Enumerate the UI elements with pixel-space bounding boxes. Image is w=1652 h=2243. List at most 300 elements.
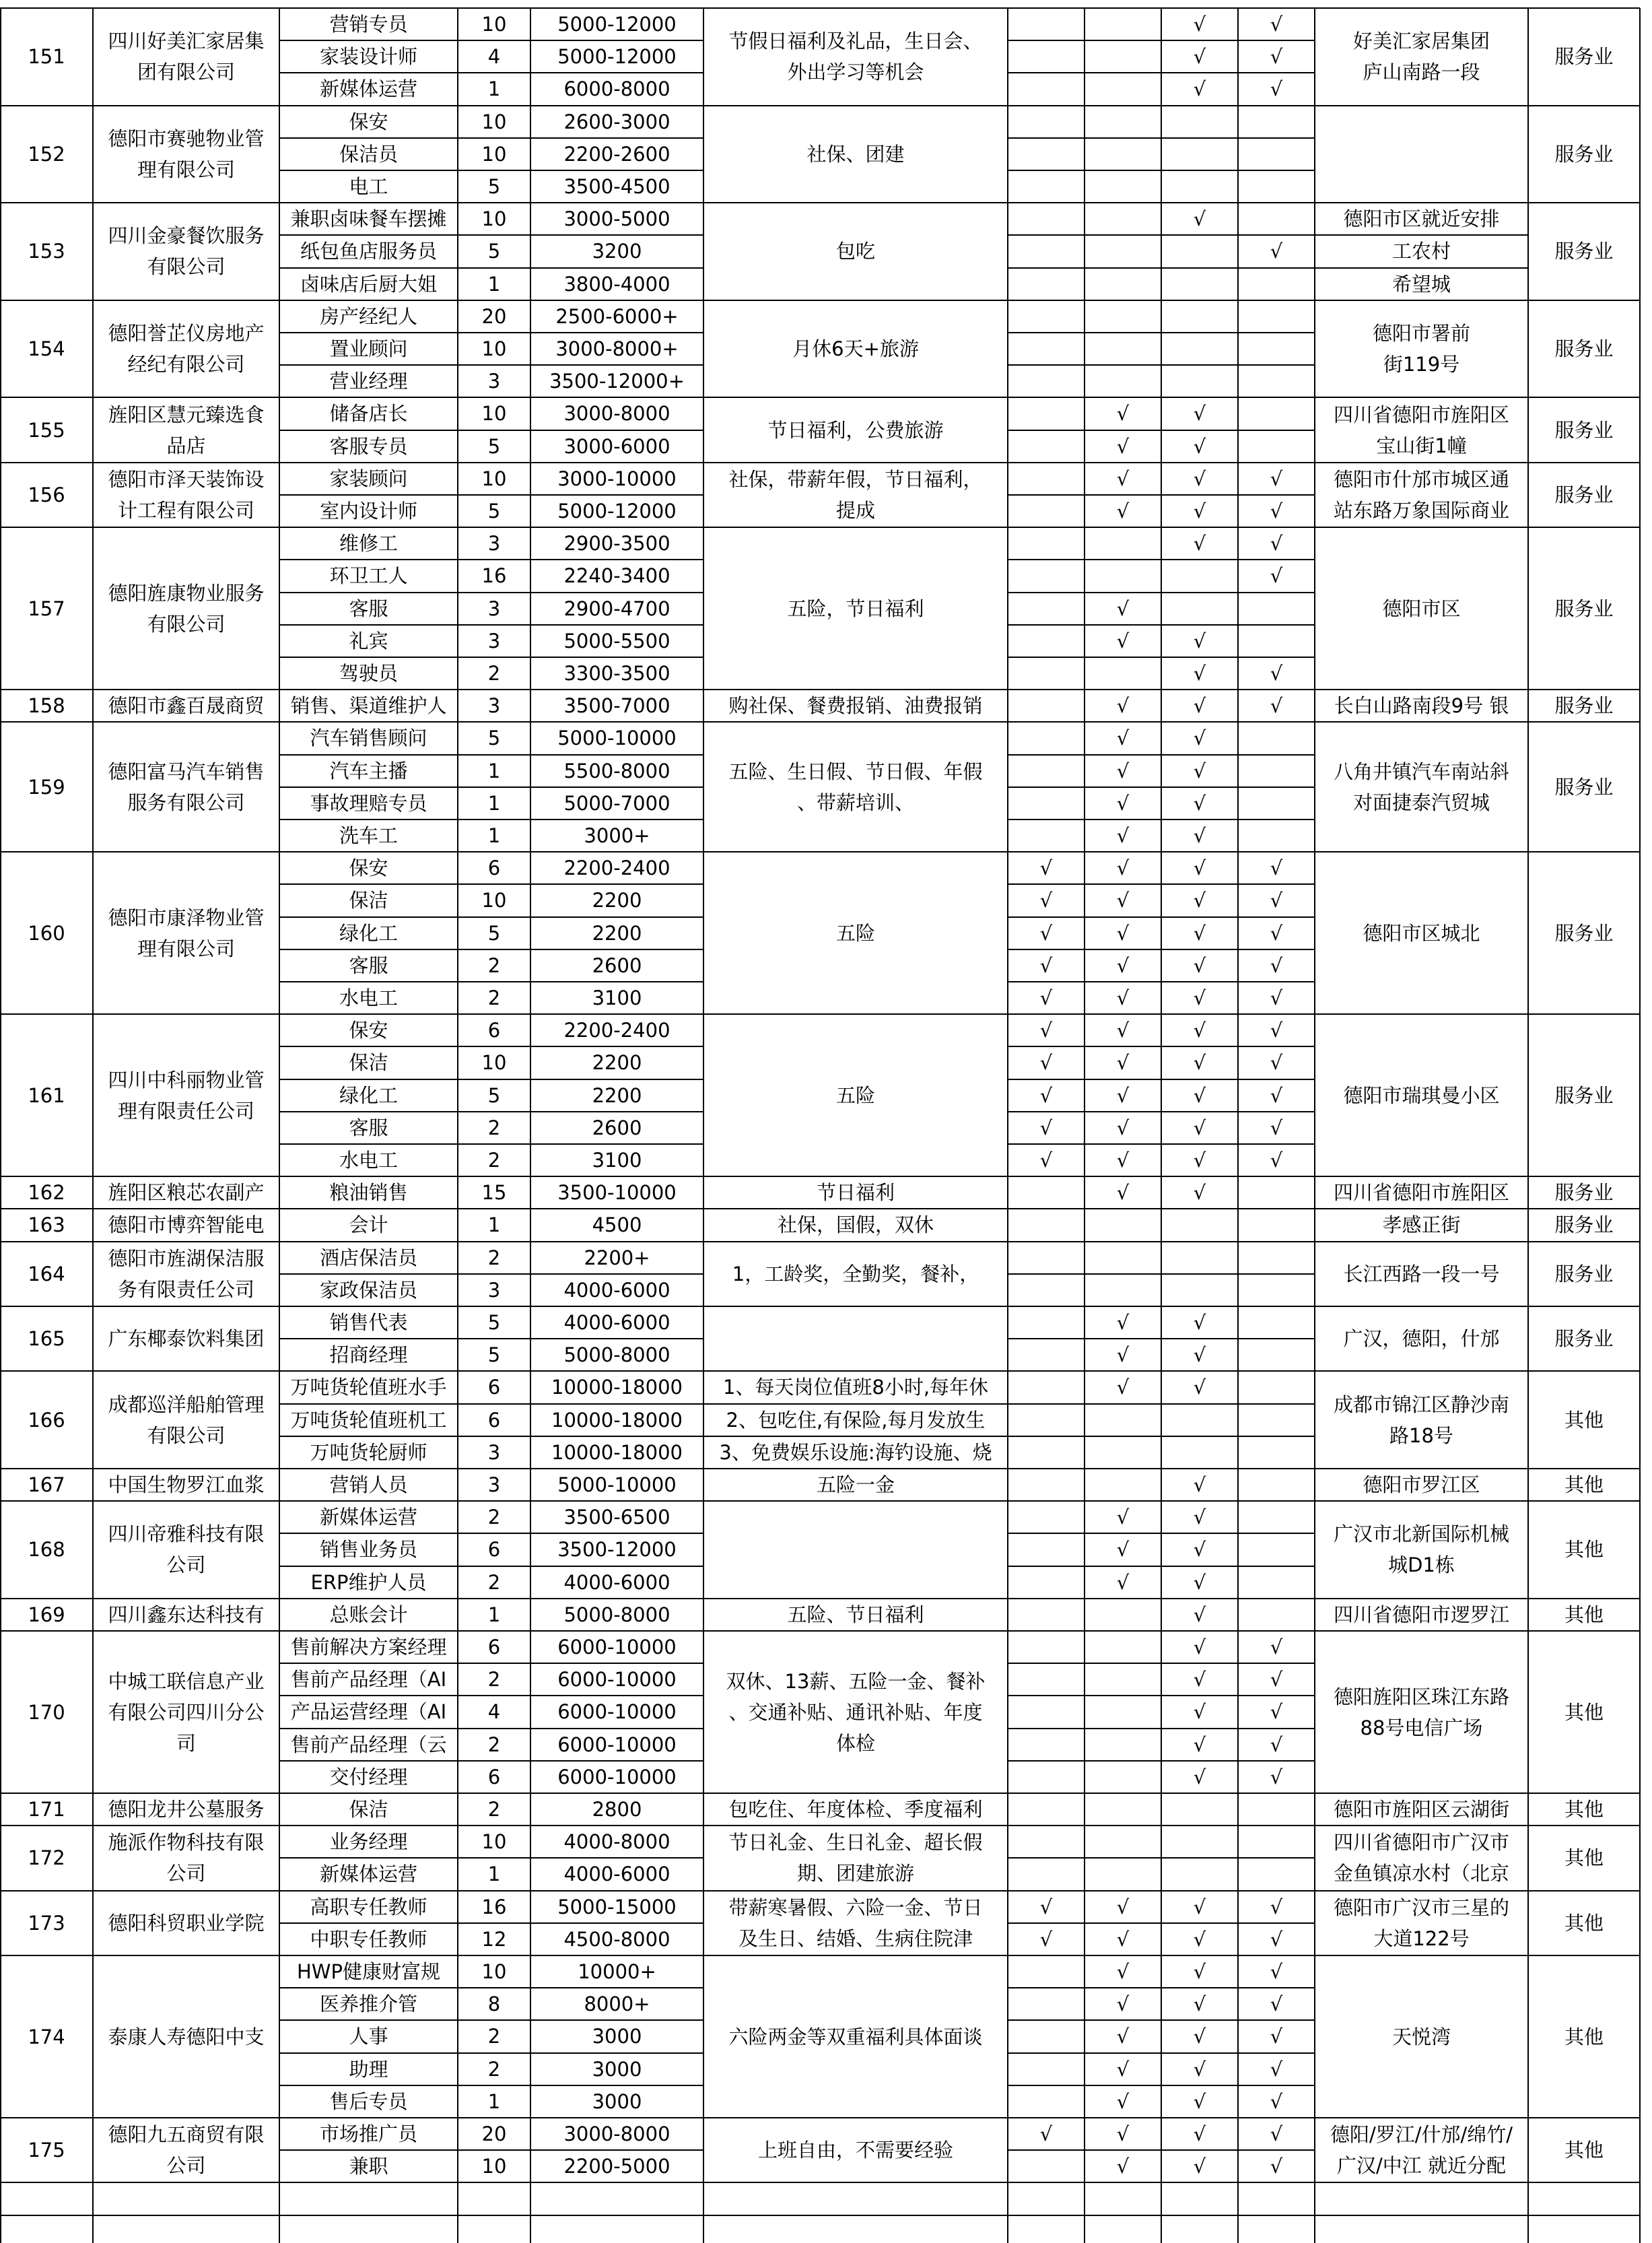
benefits: 社保，国假，双休 xyxy=(777,1213,934,1237)
job-title: 保安 xyxy=(349,857,388,880)
check-mark xyxy=(1238,333,1315,365)
grid-line xyxy=(279,592,703,593)
grid-line xyxy=(703,1436,1008,1437)
industry: 其他 xyxy=(1564,2139,1604,2162)
check-mark xyxy=(1008,300,1085,333)
check-mark: √ xyxy=(1193,1149,1206,1172)
headcount: 10 xyxy=(481,337,507,361)
check-mark: √ xyxy=(1193,629,1206,652)
grid-line xyxy=(279,883,703,885)
check-mark xyxy=(1008,2150,1085,2182)
check-mark: √ xyxy=(1116,921,1130,945)
check-mark: √ xyxy=(1270,1765,1283,1788)
check-mark xyxy=(1238,203,1315,235)
salary-range: 6000-8000 xyxy=(563,77,670,101)
check-mark xyxy=(1238,1242,1315,1274)
industry: 服务业 xyxy=(1554,240,1614,263)
job-title: 助理 xyxy=(349,2057,388,2081)
check-mark: √ xyxy=(1116,694,1130,718)
salary-range: 4500 xyxy=(592,1213,642,1237)
group-number: 171 xyxy=(28,1798,65,1821)
benefits: 包吃 xyxy=(835,240,875,263)
group-number: 164 xyxy=(28,1262,65,1285)
check-mark xyxy=(1085,73,1161,105)
check-mark xyxy=(1238,1274,1315,1306)
check-mark xyxy=(1008,1793,1085,1826)
check-mark: √ xyxy=(1193,857,1206,880)
check-mark xyxy=(1085,657,1161,690)
work-location: 德阳市罗江区 xyxy=(1363,1473,1480,1497)
work-location: 孝感正街 xyxy=(1382,1213,1461,1237)
check-mark xyxy=(1085,1599,1161,1631)
work-location: 德阳市什邡市城区通 站东路万象国际商业 xyxy=(1333,467,1509,522)
check-mark: √ xyxy=(1039,921,1053,945)
check-mark: √ xyxy=(1116,2057,1130,2081)
headcount: 6 xyxy=(487,1765,501,1788)
salary-range: 2200 xyxy=(592,889,642,912)
check-mark xyxy=(1238,1306,1315,1339)
check-mark: √ xyxy=(1039,953,1053,977)
check-mark: √ xyxy=(1270,1668,1283,1692)
check-mark: √ xyxy=(1193,1343,1206,1367)
salary-range: 3500-7000 xyxy=(563,694,670,718)
check-mark: √ xyxy=(1193,77,1206,101)
headcount: 6 xyxy=(487,1408,501,1432)
check-mark xyxy=(1008,2020,1085,2052)
grid-line xyxy=(279,1728,703,1729)
check-mark: √ xyxy=(1116,1506,1130,1529)
check-mark xyxy=(1085,1858,1161,1890)
job-title: 保洁员 xyxy=(339,142,398,166)
grid-line xyxy=(279,1143,703,1145)
check-mark xyxy=(1238,1793,1315,1826)
check-mark: √ xyxy=(1270,921,1283,945)
check-mark: √ xyxy=(1270,77,1283,101)
job-title: 洗车工 xyxy=(339,824,398,848)
salary-range: 10000-18000 xyxy=(551,1376,683,1399)
check-mark xyxy=(1161,333,1238,365)
headcount: 2 xyxy=(487,986,501,1010)
job-title: 招商经理 xyxy=(329,1343,408,1367)
grid-line xyxy=(279,2019,703,2021)
salary-range: 3000-8000 xyxy=(563,402,670,426)
salary-range: 3000-8000 xyxy=(563,2122,670,2146)
headcount: 3 xyxy=(487,694,501,718)
headcount: 6 xyxy=(487,1636,501,1659)
group-number: 153 xyxy=(28,240,65,263)
check-mark: √ xyxy=(1270,1636,1283,1659)
benefits: 五险、生日假、节日假、年假 、带薪培训、 xyxy=(728,760,983,814)
salary-range: 4500-8000 xyxy=(563,1927,670,1951)
headcount: 1 xyxy=(487,77,501,101)
headcount: 1 xyxy=(487,791,501,815)
salary-range: 6000-10000 xyxy=(557,1733,677,1756)
headcount: 3 xyxy=(487,597,501,620)
job-title: 礼宾 xyxy=(349,629,388,652)
salary-range: 4000-6000 xyxy=(563,1311,670,1335)
group-number: 156 xyxy=(28,483,65,506)
work-location: 四川省德阳市旌阳区 xyxy=(1333,1181,1509,1205)
job-title: 粮油销售 xyxy=(329,1181,408,1205)
check-mark: √ xyxy=(1116,1895,1130,1918)
check-mark: √ xyxy=(1270,1927,1283,1951)
check-mark: √ xyxy=(1116,759,1130,782)
company-name: 德阳市旌湖保洁服 务有限责任公司 xyxy=(108,1246,265,1301)
work-location: 德阳/罗江/什邡/绵竹/ 广汉/中江 就近分配 xyxy=(1330,2123,1513,2178)
salary-range: 5000-8000 xyxy=(563,1343,670,1367)
check-mark xyxy=(1161,1404,1238,1436)
grid-line xyxy=(1007,8,1008,2243)
job-title: 保洁 xyxy=(349,1798,388,1821)
check-mark xyxy=(1008,1533,1085,1566)
company-name: 泰康人寿德阳中支 xyxy=(108,2025,265,2048)
industry: 服务业 xyxy=(1554,597,1614,620)
check-mark: √ xyxy=(1039,986,1053,1010)
grid-line xyxy=(279,1533,703,1534)
headcount: 6 xyxy=(487,857,501,880)
check-mark: √ xyxy=(1270,500,1283,523)
salary-range: 3000 xyxy=(592,2057,642,2081)
check-mark xyxy=(1161,1858,1238,1890)
job-title: 人事 xyxy=(349,2025,388,2048)
industry: 服务业 xyxy=(1554,1181,1614,1205)
grid-line xyxy=(279,364,703,366)
check-mark: √ xyxy=(1193,921,1206,945)
check-mark: √ xyxy=(1116,1960,1130,1984)
grid-line xyxy=(279,1436,703,1437)
headcount: 10 xyxy=(481,13,507,36)
salary-range: 3000-8000+ xyxy=(555,337,679,361)
headcount: 5 xyxy=(487,1083,501,1107)
benefits: 购社保、餐费报销、油费报销 xyxy=(728,694,983,718)
job-title: 保洁 xyxy=(349,1051,388,1075)
group-number: 162 xyxy=(28,1181,65,1205)
job-title: 水电工 xyxy=(339,1149,398,1172)
industry: 其他 xyxy=(1564,1846,1604,1870)
check-mark xyxy=(1085,1663,1161,1696)
check-mark: √ xyxy=(1193,889,1206,912)
check-mark xyxy=(1085,1404,1161,1436)
company-name: 四川帝雅科技有限 公司 xyxy=(108,1522,265,1577)
grid-line xyxy=(279,8,280,2243)
check-mark: √ xyxy=(1193,500,1206,523)
benefits: 五险 xyxy=(835,1083,875,1107)
work-location: 长江西路一段一号 xyxy=(1343,1262,1500,1285)
salary-range: 5000-7000 xyxy=(563,791,670,815)
salary-range: 10000-18000 xyxy=(551,1408,683,1432)
grid-line xyxy=(0,8,1,2243)
check-mark xyxy=(1238,365,1315,397)
check-mark: √ xyxy=(1193,45,1206,69)
industry: 服务业 xyxy=(1554,1327,1614,1351)
salary-range: 3500-10000 xyxy=(557,1181,677,1205)
grid-line xyxy=(1315,267,1528,269)
job-title: 纸包鱼店服务员 xyxy=(300,240,437,263)
headcount: 6 xyxy=(487,1019,501,1042)
check-mark: √ xyxy=(1270,1019,1283,1042)
check-mark: √ xyxy=(1116,727,1130,750)
company-name: 四川鑫东达科技有 xyxy=(108,1603,265,1626)
check-mark xyxy=(1161,300,1238,333)
check-mark xyxy=(1085,235,1161,267)
check-mark xyxy=(1008,1988,1085,2020)
check-mark: √ xyxy=(1193,402,1206,426)
grid-line xyxy=(279,1566,703,1567)
salary-range: 3000-10000 xyxy=(557,467,677,490)
group-number: 173 xyxy=(28,1911,65,1935)
salary-range: 4000-8000 xyxy=(563,1830,670,1854)
check-mark xyxy=(1238,397,1315,430)
check-mark xyxy=(1238,106,1315,138)
job-title: 储备店长 xyxy=(329,402,408,426)
benefits: 五险一金 xyxy=(816,1473,895,1497)
group-number: 170 xyxy=(28,1700,65,1724)
check-mark xyxy=(1008,333,1085,365)
grid-line xyxy=(279,1338,703,1339)
company-name: 广东椰泰饮料集团 xyxy=(108,1327,265,1351)
check-mark xyxy=(1008,625,1085,657)
job-title: 销售业务员 xyxy=(319,1538,417,1562)
salary-range: 2200-2400 xyxy=(563,857,670,880)
check-mark: √ xyxy=(1270,1700,1283,1724)
group-number: 159 xyxy=(28,775,65,799)
check-mark xyxy=(1161,1242,1238,1274)
check-mark xyxy=(1008,463,1085,495)
check-mark xyxy=(1085,170,1161,203)
salary-range: 10000-18000 xyxy=(551,1440,683,1464)
salary-range: 5000-12000 xyxy=(557,13,677,36)
industry: 其他 xyxy=(1564,1700,1604,1724)
salary-range: 2800 xyxy=(592,1798,642,1821)
check-mark: √ xyxy=(1039,1116,1053,1139)
headcount: 16 xyxy=(481,1895,507,1918)
check-mark xyxy=(1008,1729,1085,1761)
salary-range: 2200-5000 xyxy=(563,2155,670,2178)
job-title: 客服 xyxy=(349,953,388,977)
group-number: 165 xyxy=(28,1327,65,1351)
check-mark: √ xyxy=(1193,1051,1206,1075)
check-mark xyxy=(1008,1631,1085,1663)
check-mark xyxy=(1238,1533,1315,1566)
salary-range: 8000+ xyxy=(584,1993,650,2016)
work-location: 德阳市区就近安排 xyxy=(1343,207,1500,231)
benefits: 社保、团建 xyxy=(806,142,905,166)
check-mark: √ xyxy=(1193,532,1206,556)
headcount: 10 xyxy=(481,467,507,490)
check-mark: √ xyxy=(1193,727,1206,750)
headcount: 2 xyxy=(487,953,501,977)
work-location: 天悦湾 xyxy=(1391,2025,1451,2048)
check-mark xyxy=(1008,170,1085,203)
company-name: 德阳市博弈智能电 xyxy=(108,1213,265,1237)
job-title: 销售、渠道维护人 xyxy=(290,694,447,718)
salary-range: 3000+ xyxy=(584,824,650,848)
check-mark xyxy=(1008,2085,1085,2118)
salary-range: 5000-15000 xyxy=(557,1895,677,1918)
job-title: 环卫工人 xyxy=(329,564,408,588)
industry: 其他 xyxy=(1564,2025,1604,2048)
grid-line xyxy=(279,1079,703,1080)
job-title: 驾驶员 xyxy=(339,662,398,685)
job-title: 中职专任教师 xyxy=(310,1927,427,1951)
headcount: 5 xyxy=(487,1311,501,1335)
check-mark: √ xyxy=(1193,467,1206,490)
check-mark xyxy=(1008,235,1085,267)
salary-range: 2600 xyxy=(592,953,642,977)
industry: 服务业 xyxy=(1554,483,1614,506)
job-title: 产品运营经理（AI xyxy=(290,1700,447,1724)
headcount: 10 xyxy=(481,1960,507,1984)
check-mark: √ xyxy=(1270,2155,1283,2178)
salary-range: 3500-12000+ xyxy=(549,370,685,393)
headcount: 1 xyxy=(487,1863,501,1886)
salary-range: 5000-10000 xyxy=(557,727,677,750)
check-mark xyxy=(1238,819,1315,852)
check-mark: √ xyxy=(1116,1570,1130,1594)
grid-line xyxy=(279,1922,703,1924)
check-mark xyxy=(1008,365,1085,397)
check-mark xyxy=(1008,40,1085,73)
headcount: 3 xyxy=(487,370,501,393)
group-number: 163 xyxy=(28,1213,65,1237)
work-location: 德阳市旌阳区云湖街 xyxy=(1333,1798,1509,1821)
check-mark: √ xyxy=(1270,662,1283,685)
group-number: 174 xyxy=(28,2025,65,2048)
grid-line xyxy=(279,949,703,950)
grid-line xyxy=(279,137,703,139)
benefits: 六险两金等双重福利具体面谈 xyxy=(728,2025,983,2048)
check-mark xyxy=(1161,1274,1238,1306)
headcount: 5 xyxy=(487,1343,501,1367)
salary-range: 2600-3000 xyxy=(563,110,670,133)
salary-range: 5000-12000 xyxy=(557,500,677,523)
group-number: 158 xyxy=(28,694,65,718)
grid-line xyxy=(279,981,703,982)
check-mark: √ xyxy=(1116,1538,1130,1562)
salary-range: 2200+ xyxy=(584,1246,650,1269)
job-title: 室内设计师 xyxy=(319,500,417,523)
company-name: 德阳市赛驰物业管 理有限公司 xyxy=(108,127,265,181)
check-mark: √ xyxy=(1116,2122,1130,2146)
check-mark xyxy=(1008,722,1085,754)
check-mark xyxy=(1238,268,1315,300)
work-location: 希望城 xyxy=(1391,272,1451,296)
check-mark xyxy=(1238,1371,1315,1403)
check-mark xyxy=(1008,203,1085,235)
check-mark: √ xyxy=(1193,2057,1206,2081)
grid-line xyxy=(279,2085,703,2086)
headcount: 3 xyxy=(487,1473,501,1497)
check-mark: √ xyxy=(1193,1570,1206,1594)
check-mark xyxy=(1085,300,1161,333)
job-title: 医养推介管 xyxy=(319,1993,417,2016)
check-mark: √ xyxy=(1270,1083,1283,1107)
industry: 服务业 xyxy=(1554,142,1614,166)
check-mark xyxy=(1085,365,1161,397)
check-mark: √ xyxy=(1270,13,1283,36)
grid-line xyxy=(279,72,703,73)
salary-range: 4000-6000 xyxy=(563,1863,670,1886)
check-mark xyxy=(1008,138,1085,170)
grid-line xyxy=(279,1046,703,1047)
job-title: 酒店保洁员 xyxy=(319,1246,417,1269)
company-name: 德阳市鑫百晟商贸 xyxy=(108,694,265,718)
check-mark: √ xyxy=(1270,1895,1283,1918)
industry: 其他 xyxy=(1564,1603,1604,1626)
salary-range: 2200 xyxy=(592,921,642,945)
grid-line xyxy=(279,754,703,756)
grid-line xyxy=(279,916,703,918)
grid-line xyxy=(279,1403,703,1405)
check-mark: √ xyxy=(1270,240,1283,263)
group-number: 151 xyxy=(28,45,65,69)
grid-line xyxy=(279,1695,703,1696)
grid-line xyxy=(279,1111,703,1112)
headcount: 2 xyxy=(487,1570,501,1594)
benefits: 上班自由，不需要经验 xyxy=(757,2139,953,2162)
job-title: 汽车主播 xyxy=(329,759,408,782)
check-mark: √ xyxy=(1270,532,1283,556)
check-mark: √ xyxy=(1193,1960,1206,1984)
check-mark xyxy=(1238,1826,1315,1858)
check-mark xyxy=(1238,593,1315,625)
company-name: 旌阳区粮芯农副产 xyxy=(108,1181,265,1205)
benefits: 五险 xyxy=(835,921,875,945)
check-mark xyxy=(1008,8,1085,40)
industry: 其他 xyxy=(1564,1538,1604,1562)
job-title: 兼职卤味餐车摆摊 xyxy=(290,207,447,231)
work-location: 成都市锦江区静沙南 路18号 xyxy=(1333,1393,1509,1447)
check-mark xyxy=(1238,138,1315,170)
check-mark xyxy=(1238,1501,1315,1533)
check-mark xyxy=(1008,1469,1085,1501)
check-mark: √ xyxy=(1193,434,1206,458)
grid-line xyxy=(1314,8,1315,2243)
check-mark: √ xyxy=(1193,1473,1206,1497)
benefits: 月休6天+旅游 xyxy=(792,337,919,361)
headcount: 2 xyxy=(487,2025,501,2048)
industry: 服务业 xyxy=(1554,921,1614,945)
check-mark: √ xyxy=(1270,953,1283,977)
salary-range: 5000-10000 xyxy=(557,1473,677,1497)
work-location: 德阳市瑞琪曼小区 xyxy=(1343,1083,1500,1107)
check-mark xyxy=(1008,1566,1085,1599)
check-mark: √ xyxy=(1039,1019,1053,1042)
grid-line xyxy=(1161,8,1162,2243)
grid-line xyxy=(1527,8,1529,2243)
check-mark xyxy=(1238,1599,1315,1631)
headcount: 3 xyxy=(487,1440,501,1464)
check-mark xyxy=(1008,106,1085,138)
check-mark: √ xyxy=(1116,857,1130,880)
salary-range: 3100 xyxy=(592,986,642,1010)
check-mark xyxy=(1238,755,1315,787)
job-title: 售后专员 xyxy=(329,2089,408,2113)
salary-range: 2200 xyxy=(592,1051,642,1075)
check-mark: √ xyxy=(1193,986,1206,1010)
work-location: 德阳市区城北 xyxy=(1363,921,1480,945)
check-mark xyxy=(1085,1631,1161,1663)
check-mark: √ xyxy=(1193,207,1206,231)
job-title: 绿化工 xyxy=(339,1083,398,1107)
benefits: 节日福利，公费旅游 xyxy=(767,418,944,442)
check-mark xyxy=(1238,1436,1315,1469)
check-mark: √ xyxy=(1193,1636,1206,1659)
job-title: 绿化工 xyxy=(339,921,398,945)
check-mark xyxy=(1008,755,1085,787)
benefits: 包吃住、年度体检、季度福利 xyxy=(728,1798,983,1821)
job-title: 交付经理 xyxy=(329,1765,408,1788)
